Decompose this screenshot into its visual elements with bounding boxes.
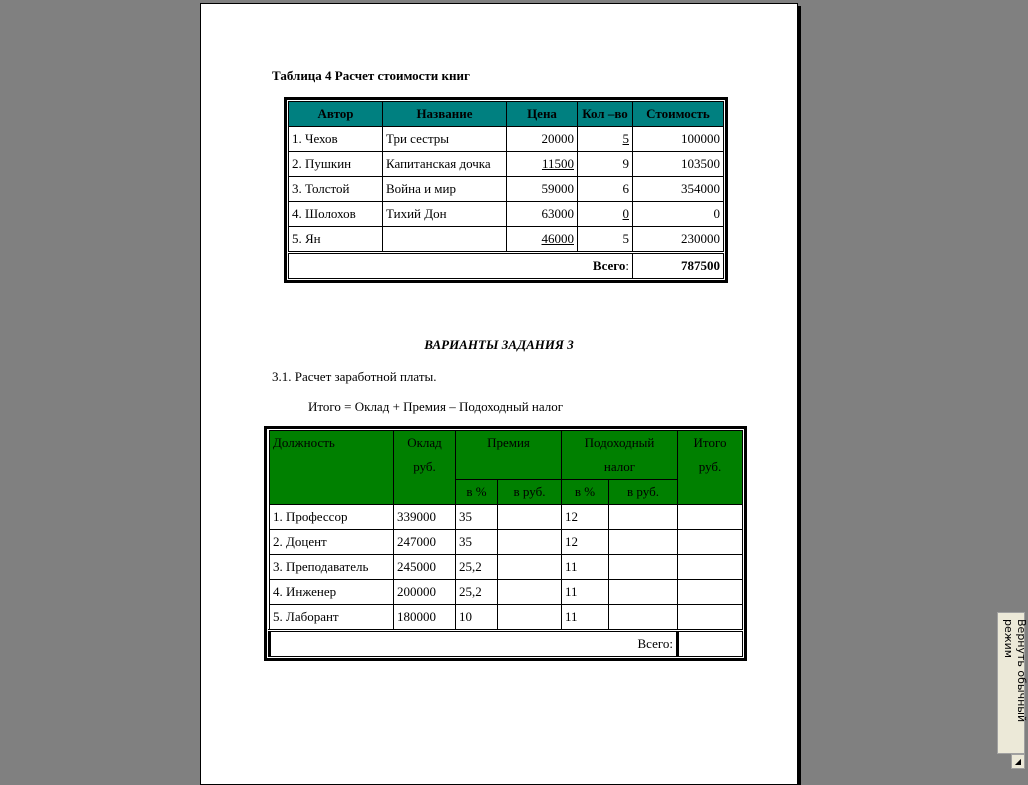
cell-cost: 103500	[633, 152, 724, 177]
total-colon: :	[625, 258, 629, 273]
cell-total	[678, 580, 743, 605]
table-row	[289, 227, 724, 253]
col-header-tax	[562, 431, 678, 480]
table-row	[270, 530, 743, 555]
cell-bonus-pct: 35	[456, 530, 498, 555]
tax-header-line1: Подоходный	[584, 435, 655, 450]
salary-header-line1: Оклад	[407, 435, 442, 450]
cell-salary: 200000	[394, 580, 456, 605]
cell-total	[678, 605, 743, 631]
cell-position: 3. Преподаватель	[270, 555, 394, 580]
qty-value: 5	[622, 131, 629, 146]
document-page	[200, 3, 798, 785]
cell-author: 3. Толстой	[289, 177, 383, 202]
cell-bonus-pct: 10	[456, 605, 498, 631]
price-value: 11500	[541, 156, 574, 171]
table4-title: Таблица 4 Расчет стоимости книг	[272, 68, 470, 83]
cell-position: 4. Инженер	[270, 580, 394, 605]
cell-tax-pct: 11	[562, 555, 609, 580]
cell-position: 2. Доцент	[270, 530, 394, 555]
table-row	[289, 152, 724, 177]
col-header-cost: Стоимость	[633, 102, 724, 127]
col-header-title: Название	[383, 102, 507, 127]
cell-title: Война и мир	[383, 177, 507, 202]
table-row	[270, 605, 743, 631]
variants-heading: ВАРИАНТЫ ЗАДАНИЯ 3	[424, 337, 574, 352]
restore-normal-mode-button[interactable]	[997, 612, 1028, 754]
cell-author: 4. Шолохов	[289, 202, 383, 227]
cell-qty: 9	[578, 152, 633, 177]
col-header-salary	[394, 431, 456, 505]
subheader-tax-pct: в %	[562, 480, 609, 505]
cell-price	[507, 152, 578, 177]
cell-salary: 339000	[394, 505, 456, 530]
col-header-bonus: Премия	[456, 431, 562, 480]
cell-title: Тихий Дон	[383, 202, 507, 227]
cell-cost: 354000	[633, 177, 724, 202]
cell-title	[383, 227, 507, 253]
cell-salary: 245000	[394, 555, 456, 580]
cell-bonus-rub	[498, 505, 562, 530]
restore-normal-mode-label: Вернуть обычный режим	[1002, 619, 1028, 723]
cell-price: 59000	[507, 177, 578, 202]
salary-total-value	[678, 631, 743, 657]
salary-table	[264, 426, 747, 661]
total-header-line2: руб.	[698, 459, 722, 474]
cell-tax-pct: 11	[562, 605, 609, 631]
cell-tax-pct: 12	[562, 530, 609, 555]
cell-tax-pct: 11	[562, 580, 609, 605]
cell-tax-pct: 12	[562, 505, 609, 530]
total-value: 787500	[681, 258, 720, 273]
cell-qty: 6	[578, 177, 633, 202]
cell-title: Капитанская дочка	[383, 152, 507, 177]
salary-total-label: Всего:	[270, 631, 678, 657]
cell-bonus-rub	[498, 580, 562, 605]
cell-title: Три сестры	[383, 127, 507, 152]
cell-position: 5. Лаборант	[270, 605, 394, 631]
salary-header-line2: руб.	[413, 459, 436, 474]
table-row	[289, 202, 724, 227]
total-label: Всего	[592, 258, 626, 273]
table-row	[270, 505, 743, 530]
subheader-tax-rub: в руб.	[609, 480, 678, 505]
cell-cost: 230000	[633, 227, 724, 253]
total-row	[289, 253, 724, 279]
tax-header-line2: налог	[603, 459, 636, 474]
book-cost-table	[284, 97, 728, 283]
cell-tax-rub	[609, 505, 678, 530]
corner-resize-icon[interactable]: ◢	[1011, 754, 1025, 769]
cell-price: 63000	[507, 202, 578, 227]
subheader-bonus-rub: в руб.	[498, 480, 562, 505]
qty-value: 0	[622, 206, 629, 221]
cell-bonus-rub	[498, 530, 562, 555]
col-header-qty: Кол –во	[578, 102, 633, 127]
cell-author: 5. Ян	[289, 227, 383, 253]
cell-bonus-pct: 35	[456, 505, 498, 530]
cell-author: 1. Чехов	[289, 127, 383, 152]
cell-cost: 0	[633, 202, 724, 227]
cell-qty	[578, 127, 633, 152]
cell-bonus-pct: 25,2	[456, 555, 498, 580]
cell-total	[678, 505, 743, 530]
cell-total	[678, 530, 743, 555]
cell-tax-rub	[609, 555, 678, 580]
cell-cost: 100000	[633, 127, 724, 152]
table-row	[289, 127, 724, 152]
cell-tax-rub	[609, 605, 678, 631]
cell-tax-rub	[609, 580, 678, 605]
table-row	[270, 555, 743, 580]
cell-salary: 180000	[394, 605, 456, 631]
subheader-bonus-pct: в %	[456, 480, 498, 505]
total-label-cell	[289, 253, 633, 279]
cell-qty: 5	[578, 227, 633, 253]
cell-bonus-rub	[498, 555, 562, 580]
task-text: 3.1. Расчет заработной платы.	[272, 369, 437, 384]
col-header-position: Должность	[270, 431, 394, 505]
total-row	[270, 631, 743, 657]
total-header-line1: Итого	[693, 435, 727, 450]
cell-author: 2. Пушкин	[289, 152, 383, 177]
cell-bonus-pct: 25,2	[456, 580, 498, 605]
cell-position: 1. Профессор	[270, 505, 394, 530]
table-row	[270, 580, 743, 605]
cell-qty	[578, 202, 633, 227]
price-value: 46000	[541, 231, 574, 246]
cell-price	[507, 227, 578, 253]
table-row	[289, 177, 724, 202]
cell-price: 20000	[507, 127, 578, 152]
total-value-cell	[633, 253, 724, 279]
col-header-author: Автор	[289, 102, 383, 127]
formula-text: Итого = Оклад + Премия – Подоходный налог	[308, 399, 564, 414]
cell-bonus-rub	[498, 605, 562, 631]
col-header-total	[678, 431, 743, 505]
cell-total	[678, 555, 743, 580]
cell-tax-rub	[609, 530, 678, 555]
col-header-price: Цена	[507, 102, 578, 127]
cell-salary: 247000	[394, 530, 456, 555]
